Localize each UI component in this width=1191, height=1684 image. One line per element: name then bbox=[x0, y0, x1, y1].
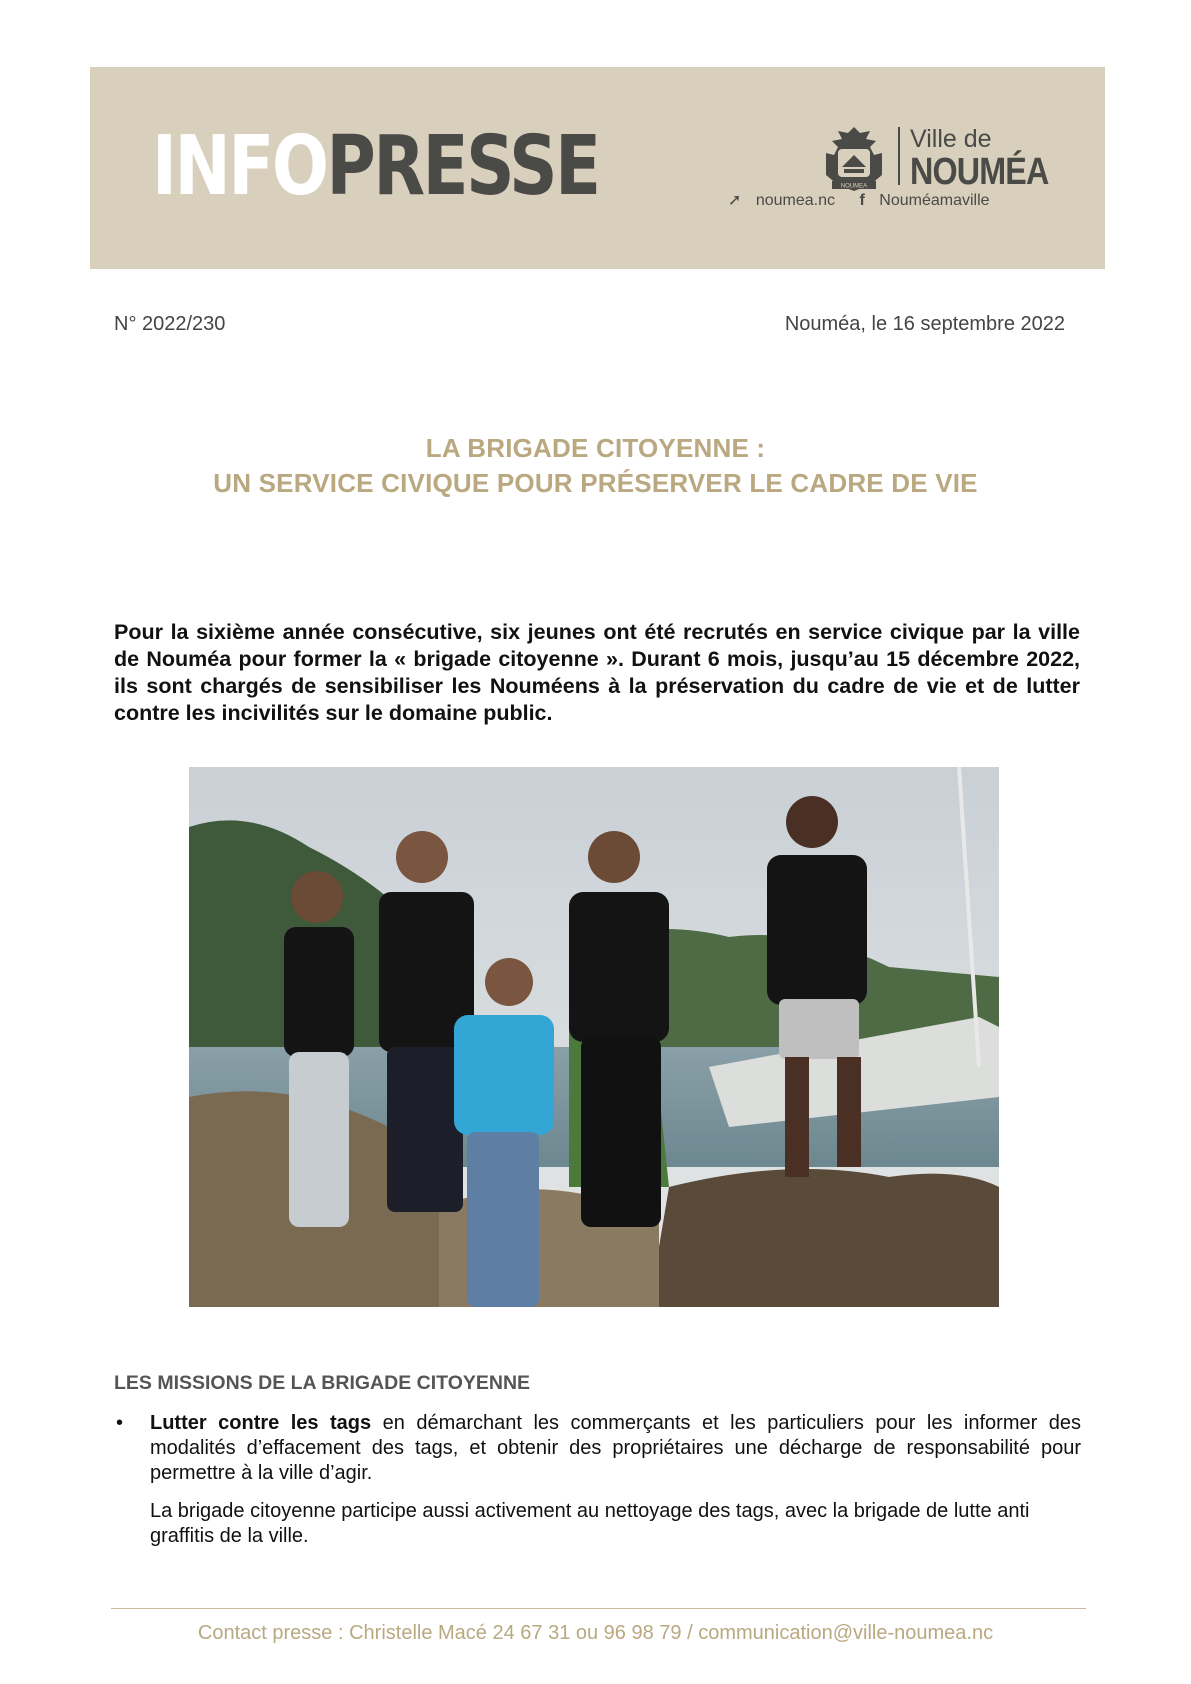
brand-word-presse: PRESSE bbox=[326, 119, 599, 214]
mission-item-text: en démarchant les commerçants et les particuliers pour les informer des modalités d’effacement des tags, et obtenir des propriétaires une décharge de responsabilité pour permettre à la ville d’agir. bbox=[150, 1412, 1082, 1484]
crest-motto: NOUMEA bbox=[840, 183, 868, 190]
facebook-link[interactable] bbox=[859, 192, 999, 209]
lead-paragraph: Pour la sixième année consécutive, six jeunes ont été recrutés en service civique par la ville de Nouméa pour former la « brigade citoyenne ». Durant 6 mois, jusqu’au 15 décembre 2022, ils sont chargés de sensibiliser les Nouméens à la préservation du cadre de vie et de lutter contre les incivilités sur le domaine public. bbox=[114, 620, 1080, 725]
brigade-group-photo bbox=[189, 767, 999, 1307]
photo-illustration bbox=[189, 767, 999, 1307]
missions-heading: LES MISSIONS DE LA BRIGADE CITOYENNE bbox=[114, 1372, 531, 1394]
logo-divider bbox=[898, 127, 900, 185]
headline-line-2: UN SERVICE CIVIQUE POUR PRÉSERVER LE CADRE DE VIE bbox=[213, 468, 978, 498]
coat-of-arms-icon bbox=[818, 125, 890, 195]
facebook-label: Nouméamaville bbox=[879, 192, 990, 209]
mission-item-title: Lutter contre les tags bbox=[150, 1412, 372, 1434]
facebook-icon: f bbox=[859, 192, 865, 209]
header-banner bbox=[90, 67, 1105, 269]
social-links bbox=[728, 190, 1010, 210]
logo-noumea: NOUMÉA bbox=[910, 151, 1049, 193]
info-presse-wordmark bbox=[152, 119, 599, 214]
footer-rule bbox=[111, 1608, 1086, 1609]
website-label: noumea.nc bbox=[755, 192, 836, 209]
brand-word-info: INFO bbox=[152, 119, 327, 214]
mission-item bbox=[150, 1411, 1081, 1486]
press-contact: Contact presse : Christelle Macé 24 67 31 ou 96 98 79 / communication@ville-noumea.nc bbox=[197, 1622, 994, 1644]
press-number: N° 2022/230 bbox=[114, 313, 226, 335]
place-date: Nouméa, le 16 septembre 2022 bbox=[784, 313, 1065, 335]
website-link[interactable] bbox=[728, 192, 849, 209]
bullet-icon: • bbox=[116, 1412, 124, 1434]
headline-line-1: LA BRIGADE CITOYENNE : bbox=[425, 433, 766, 463]
logo-ville-de: Ville de bbox=[910, 125, 992, 153]
mission-item-followup: La brigade citoyenne participe aussi activement au nettoyage des tags, avec la brigade de lutte anti graffitis de la ville. bbox=[150, 1500, 1030, 1547]
arrow-icon: ➚ bbox=[728, 192, 742, 209]
